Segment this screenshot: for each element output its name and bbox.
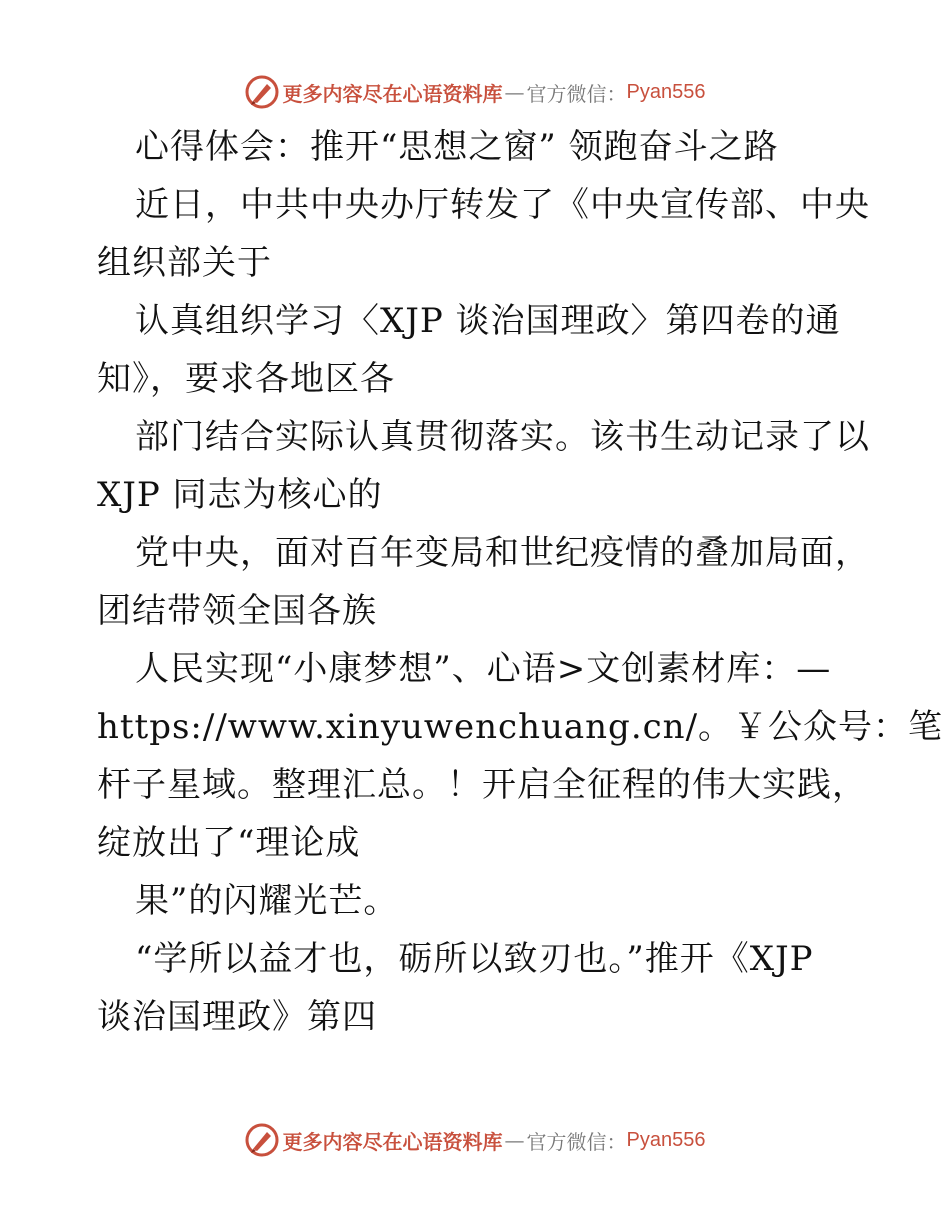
banner-title: 更多内容尽在心语资料库	[282, 1129, 503, 1154]
text-line: 绽放出了“理论成	[97, 823, 361, 863]
text-line: 部门结合实际认真贯彻落实。该书生动记录了以	[135, 417, 870, 457]
header-banner	[0, 72, 950, 112]
banner-separator: —	[504, 1128, 525, 1152]
banner-separator: —	[504, 80, 525, 104]
footer-banner	[0, 1120, 950, 1160]
text-line: 果”的闪耀光芒。	[135, 881, 399, 921]
text-line: 人民实现“小康梦想”、心语>文创素材库：—	[135, 649, 832, 689]
text-line: 组织部关于	[97, 243, 272, 283]
banner-wechat-id: Pyan556	[626, 1128, 706, 1151]
pen-logo-icon	[245, 1123, 279, 1157]
document-body	[97, 118, 944, 1046]
banner-wechat-label: 官方微信：	[526, 1129, 627, 1154]
text-line: 谈治国理政》第四	[97, 997, 377, 1037]
text-line: “学所以益才也，砺所以致刃也。”推开《XJP	[135, 939, 814, 979]
text-line: 认真组织学习〈XJP 谈治国理政〉第四卷的通	[135, 301, 841, 341]
pen-logo-icon	[245, 75, 279, 109]
text-line: XJP 同志为核心的	[97, 475, 383, 515]
text-line: 近日，中共中央办厅转发了《中央宣传部、中央	[135, 185, 870, 225]
text-line: 团结带领全国各族	[97, 591, 377, 631]
text-line: 杆子星域。整理汇总。！开启全征程的伟大实践，	[97, 765, 867, 805]
banner-title: 更多内容尽在心语资料库	[282, 81, 503, 106]
text-line: 知》，要求各地区各	[97, 359, 395, 399]
banner-wechat-id: Pyan556	[626, 80, 706, 103]
text-line: 心得体会：推开“思想之窗” 领跑奋斗之路	[135, 127, 779, 167]
text-line: 党中央，面对百年变局和世纪疫情的叠加局面，	[135, 533, 870, 573]
text-line: https://www.xinyuwenchuang.cn/。￥公众号：笔	[97, 707, 944, 747]
banner-wechat-label: 官方微信：	[526, 81, 627, 106]
